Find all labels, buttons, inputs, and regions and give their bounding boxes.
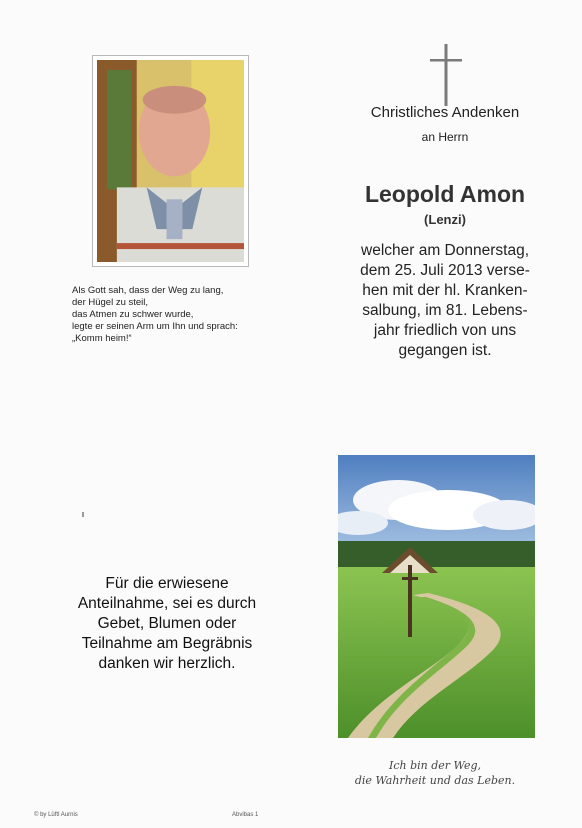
verse-line: Ich bin der Weg,: [389, 759, 481, 772]
thanks-message: [62, 574, 272, 674]
poem-line: Als Gott sah, dass der Weg zu lang,: [72, 285, 224, 296]
thanks-line: Anteilnahme, sei es durch: [77, 595, 257, 612]
portrait-image: [97, 60, 244, 262]
landscape-picture: [338, 455, 535, 738]
bio-line: gegangen ist.: [398, 342, 492, 359]
poem-line: der Hügel zu steil,: [72, 297, 149, 308]
deceased-nickname: (Lenzi): [424, 212, 466, 227]
paper-speck: [82, 512, 84, 517]
poem-line: das Atmen zu schwer wurde,: [72, 309, 194, 320]
deceased-name: Leopold Amon: [364, 181, 526, 207]
poem-line: legte er seinen Arm um Ihn und sprach:: [72, 321, 238, 332]
bio-line: welcher am Donnerstag,: [361, 242, 529, 259]
footer-right: Abvibas 1: [232, 812, 259, 818]
cross-icon: [430, 44, 462, 106]
heading-christliches-andenken: Christliches Andenken: [370, 104, 520, 121]
bio-line: jahr friedlich von uns: [373, 322, 517, 339]
biography: [348, 241, 542, 361]
thanks-line: danken wir herzlich.: [98, 655, 236, 672]
thanks-line: Für die erwiesene: [105, 575, 229, 592]
poem-line: „Komm heim!“: [72, 333, 132, 344]
bio-line: hen mit der hl. Kranken-: [362, 282, 528, 299]
bio-line: salbung, im 81. Lebens-: [362, 302, 528, 319]
footer-left: © by Lüftl Aurnis: [34, 812, 78, 818]
bible-verse: [330, 758, 540, 788]
verse-line: die Wahrheit und das Leben.: [354, 774, 516, 787]
landscape-image: [338, 455, 535, 738]
thanks-line: Gebet, Blumen oder: [97, 615, 237, 632]
poem: [72, 285, 272, 345]
heading-an-herrn: an Herrn: [421, 130, 469, 144]
bio-line: dem 25. Juli 2013 verse-: [360, 262, 530, 279]
portrait-photo: [92, 55, 249, 267]
thanks-line: Teilnahme am Begräbnis: [81, 635, 253, 652]
